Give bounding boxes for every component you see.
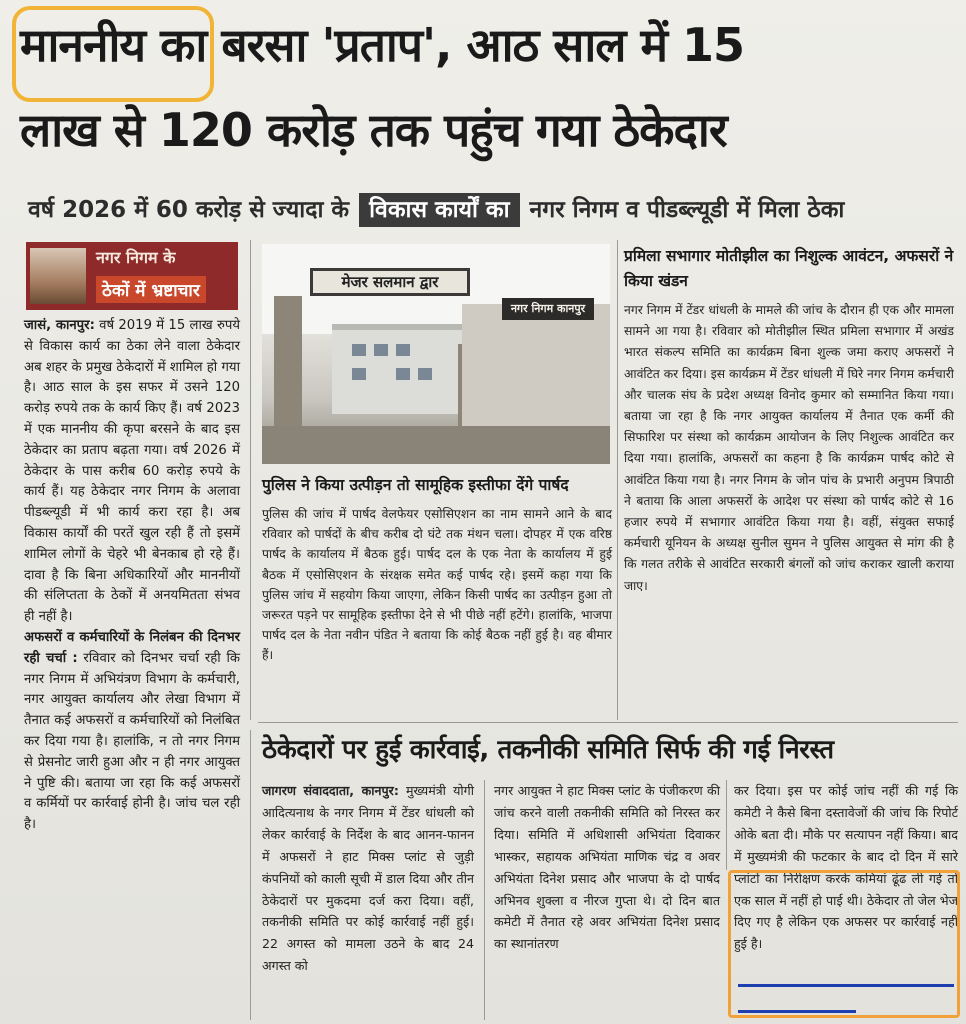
photo-window [396, 368, 410, 380]
middle-article-body: पुलिस की जांच में पार्षद वेलफेयर एसोसिएशन का नाम सामने आने के बाद रविवार को पार्षदों के बीच करीब दो घंटे तक मंथन चला। दोपहर में एक वरिष्ठ पार्षद के कार्यालय में बैठक हुई। पार्षद दल के एक नेता के कार्यालय में हुई बैठक में एसोसिएशन के संरक्षक समेत कई पार्षद रहे। इसमें कहा गया कि पुलिस जांच में सहयोग किया जाएगा, लेकिन किसी पार्षद का उत्पीड़न हुआ तो जरूरत पड़ने पर सामूहिक इस्तीफा देने से भी पीछे नहीं हटेंगे। हालांकि, भाजपा पार्षद दल के नेता नवीन पंडित ने बताया कि कोई बैठक नहीं हुई है। वह बीमार हैं। [262, 507, 612, 663]
photo-pillar [274, 296, 302, 436]
label-line-2: ठेकों में भ्रष्टाचार [96, 276, 206, 303]
arch-sign: मेजर सलमान द्वार [310, 268, 470, 296]
bottom-col1-text: मुख्यमंत्री योगी आदित्यनाथ के नगर निगम में टेंडर धांधली को लेकर कार्रवाई के निर्देश के बाद आनन-फानन में अफसरों ने हाट मिक्स प्लांट से जुड़ी कंपनियों को काली सूची में डाल दिया और तीन ठेकेदारों पर मुकदमा दर्ज करा दिया। वहीं, तकनीकी समिति पर कोई कार्रवाई नहीं हुई। 22 अगस्त को मामला उठने के बाद 24 अगस्त को [262, 783, 474, 974]
photo-ground [262, 426, 610, 464]
left-body-1: वर्ष 2019 में 15 लाख रुपये से विकास कार्य का ठेका लेने वाला ठेकेदार अब शहर के प्रमुख ठेकेदारों में शामिल हो गया है। आठ साल के इस सफर में उसने 120 करोड़ रुपये तक के कार्य किए हैं। वर्ष 2023 में एक माननीय की कृपा बरसने के बाद इस ठेकेदार का प्रताप बढ़ता गया। वर्ष 2026 में ठेकेदार के पास करीब 60 करोड़ रुपये के कार्य हैं। यह ठेकेदार नगर निगम के अलावा पीडब्ल्यूडी में भी कार्य करा रहा है। अब विकास कार्यों की परतें खुल रही हैं तो इसमें शामिल लोगों के चेहरे भी बेनकाब हो रहे हैं। दावा है कि बिना अधिकारियों और माननीयों की संलिप्तता के ठेकों में अनयमितता संभव ही नहीं है। [24, 318, 240, 625]
column-divider [484, 780, 485, 1020]
bottom-headline: ठेकेदारों पर हुई कार्रवाई, तकनीकी समिति सिर्फ की गई निरस्त [262, 735, 834, 765]
middle-heading: पुलिस ने किया उत्पीड़न तो सामूहिक इस्तीफा देंगे पार्षद [262, 476, 569, 494]
left-body-2: रविवार को दिनभर चर्चा रही कि नगर निगम में अभियंत्रण विभाग के कर्मचारी, नगर आयुक्त कार्यालय और लेखा विभाग में तैनात कई अफसरों व कर्मचारियों को निलंबित कर दिया गया है। हालांकि, न तो नगर निगम से प्रेसनोट जारी हुआ और न ही नगर आयुक्त ने पुष्टि की। बताया जा रहा कि कई अफसरों व कर्मियों पर कार्रवाई होनी है। जांच चल रही है। [24, 650, 240, 833]
subhead-before: वर्ष 2026 में 60 करोड़ से ज्यादा के [28, 197, 350, 223]
dateline: जासं, कानपुर: [24, 318, 95, 333]
underline-mark [738, 984, 954, 987]
headline-line-2: लाख से 120 करोड़ तक पहुंच गया ठेकेदार [20, 103, 727, 157]
section-label [26, 242, 238, 310]
subheadline [28, 190, 948, 230]
highlight-box-mark [728, 870, 960, 1018]
left-para-1 [24, 316, 240, 628]
bottom-column-3: कर दिया। इस पर कोई जांच नहीं की गई कि कमेटी ने कैसे बिना दस्तावेजों की जांच कि रिपोर्ट ओके बता दी। मौके पर सत्यापन नहीं किया। बाद में मुख्यमंत्री की फटकार के बाद दो दिन में सारे प्लांटों का निरीक्षण करके कमियां ढूंढ ली गई तो एक साल में नहीं हो पाई थी। ठेकेदार तो जेल भेज दिए गए है लेकिन एक अफसर पर कार्रवाई नहीं हुई है। [734, 783, 958, 952]
column-divider [250, 730, 251, 1020]
bottom-column-1 [262, 780, 474, 977]
section-divider [258, 722, 958, 723]
photo-window [418, 368, 432, 380]
bottom-dateline: जागरण संवाददाता, कानपुर: [262, 783, 399, 798]
left-para-2 [24, 628, 240, 836]
underline-mark [738, 1010, 856, 1013]
label-thumbnail [30, 248, 86, 304]
left-subhead: अफसरों व कर्मचारियों के निलंबन की दिनभर रही चर्चा : [24, 629, 240, 666]
photo-window [352, 368, 366, 380]
news-photo [262, 244, 610, 464]
photo-window [396, 344, 410, 356]
column-divider [617, 240, 618, 720]
left-column-article [24, 316, 240, 836]
right-heading: प्रमिला सभागार मोतीझील का निशुल्क आवंटन, अफसरों ने किया खंडन [624, 247, 954, 290]
subhead-boxed: विकास कार्यों का [359, 193, 519, 227]
bottom-column-2: नगर आयुक्त ने हाट मिक्स प्लांट के पंजीकरण की जांच करने वाली तकनीकी समिति को निरस्त कर दिया। समिति में अधिशासी अभियंता दिवाकर भास्कर, सहायक अभियंता माणिक चंद्र व अवर अभियंता दिनेश प्रसाद और भाजपा के दो पार्षद अभिनव शुक्ला व नीरज गुप्ता थे। दो दिन बात कमेटी में तैनात रहे अवर अभियंता दिनेश प्रसाद का स्थानांतरण [494, 783, 720, 952]
headline-line-1: माननीय का बरसा 'प्रताप', आठ साल में 15 [20, 18, 745, 72]
photo-window [352, 344, 366, 356]
subhead-after: नगर निगम व पीडब्ल्यूडी में मिला ठेका [529, 197, 845, 223]
column-divider [726, 780, 727, 870]
gate-sign: नगर निगम कानपुर [502, 298, 594, 320]
right-article-body: नगर निगम में टेंडर धांधली के मामले की जांच के दौरान ही एक और मामला सामने आ गया है। रविवार को मोतीझील स्थित प्रमिला सभागार में अखंड भारत संकल्प समिति का कार्यक्रम बिना शुल्क जमा कराए अफसरों ने आवंटित कर दिया। इस कार्यक्रम में टेंडर धांधली में घिरे नगर निगम कर्मचारी और चालक संघ के प्रदेश अध्यक्ष विनोद कुमार को सम्मानित किया गया। बताया जा रहा है कि नगर आयुक्त कार्यालय में तैनात एक कर्मी की सिफारिश पर संस्था को कार्यक्रम आयोजन के लिए निशुल्क आवंटित कर दिया गया। हालांकि, अफसरों का कहना है कि कार्यक्रम पार्षद कोटे से आवंटित किया गया है। नगर निगम के जोन पांच के प्रभारी अनुपम त्रिपाठी ने बताया कि आला अफसरों के आदेश पर संस्था को पार्षद कोटे से 16 हजार रुपये में सभागार आवंटित किया गया है। वहीं, संयुक्त सफाई कर्मचारी यूनियन के अध्यक्ष सुनील सुमन ने पुलिस आयुक्त से मांग की है कि गलत तरीके से आवंटित सरकारी बंगलों को जांच कराकर खाली कराया जाए। [624, 303, 954, 593]
label-line-1: नगर निगम के [96, 248, 176, 267]
column-divider [250, 240, 251, 720]
photo-window [374, 344, 388, 356]
highlight-circle-mark [12, 6, 214, 102]
